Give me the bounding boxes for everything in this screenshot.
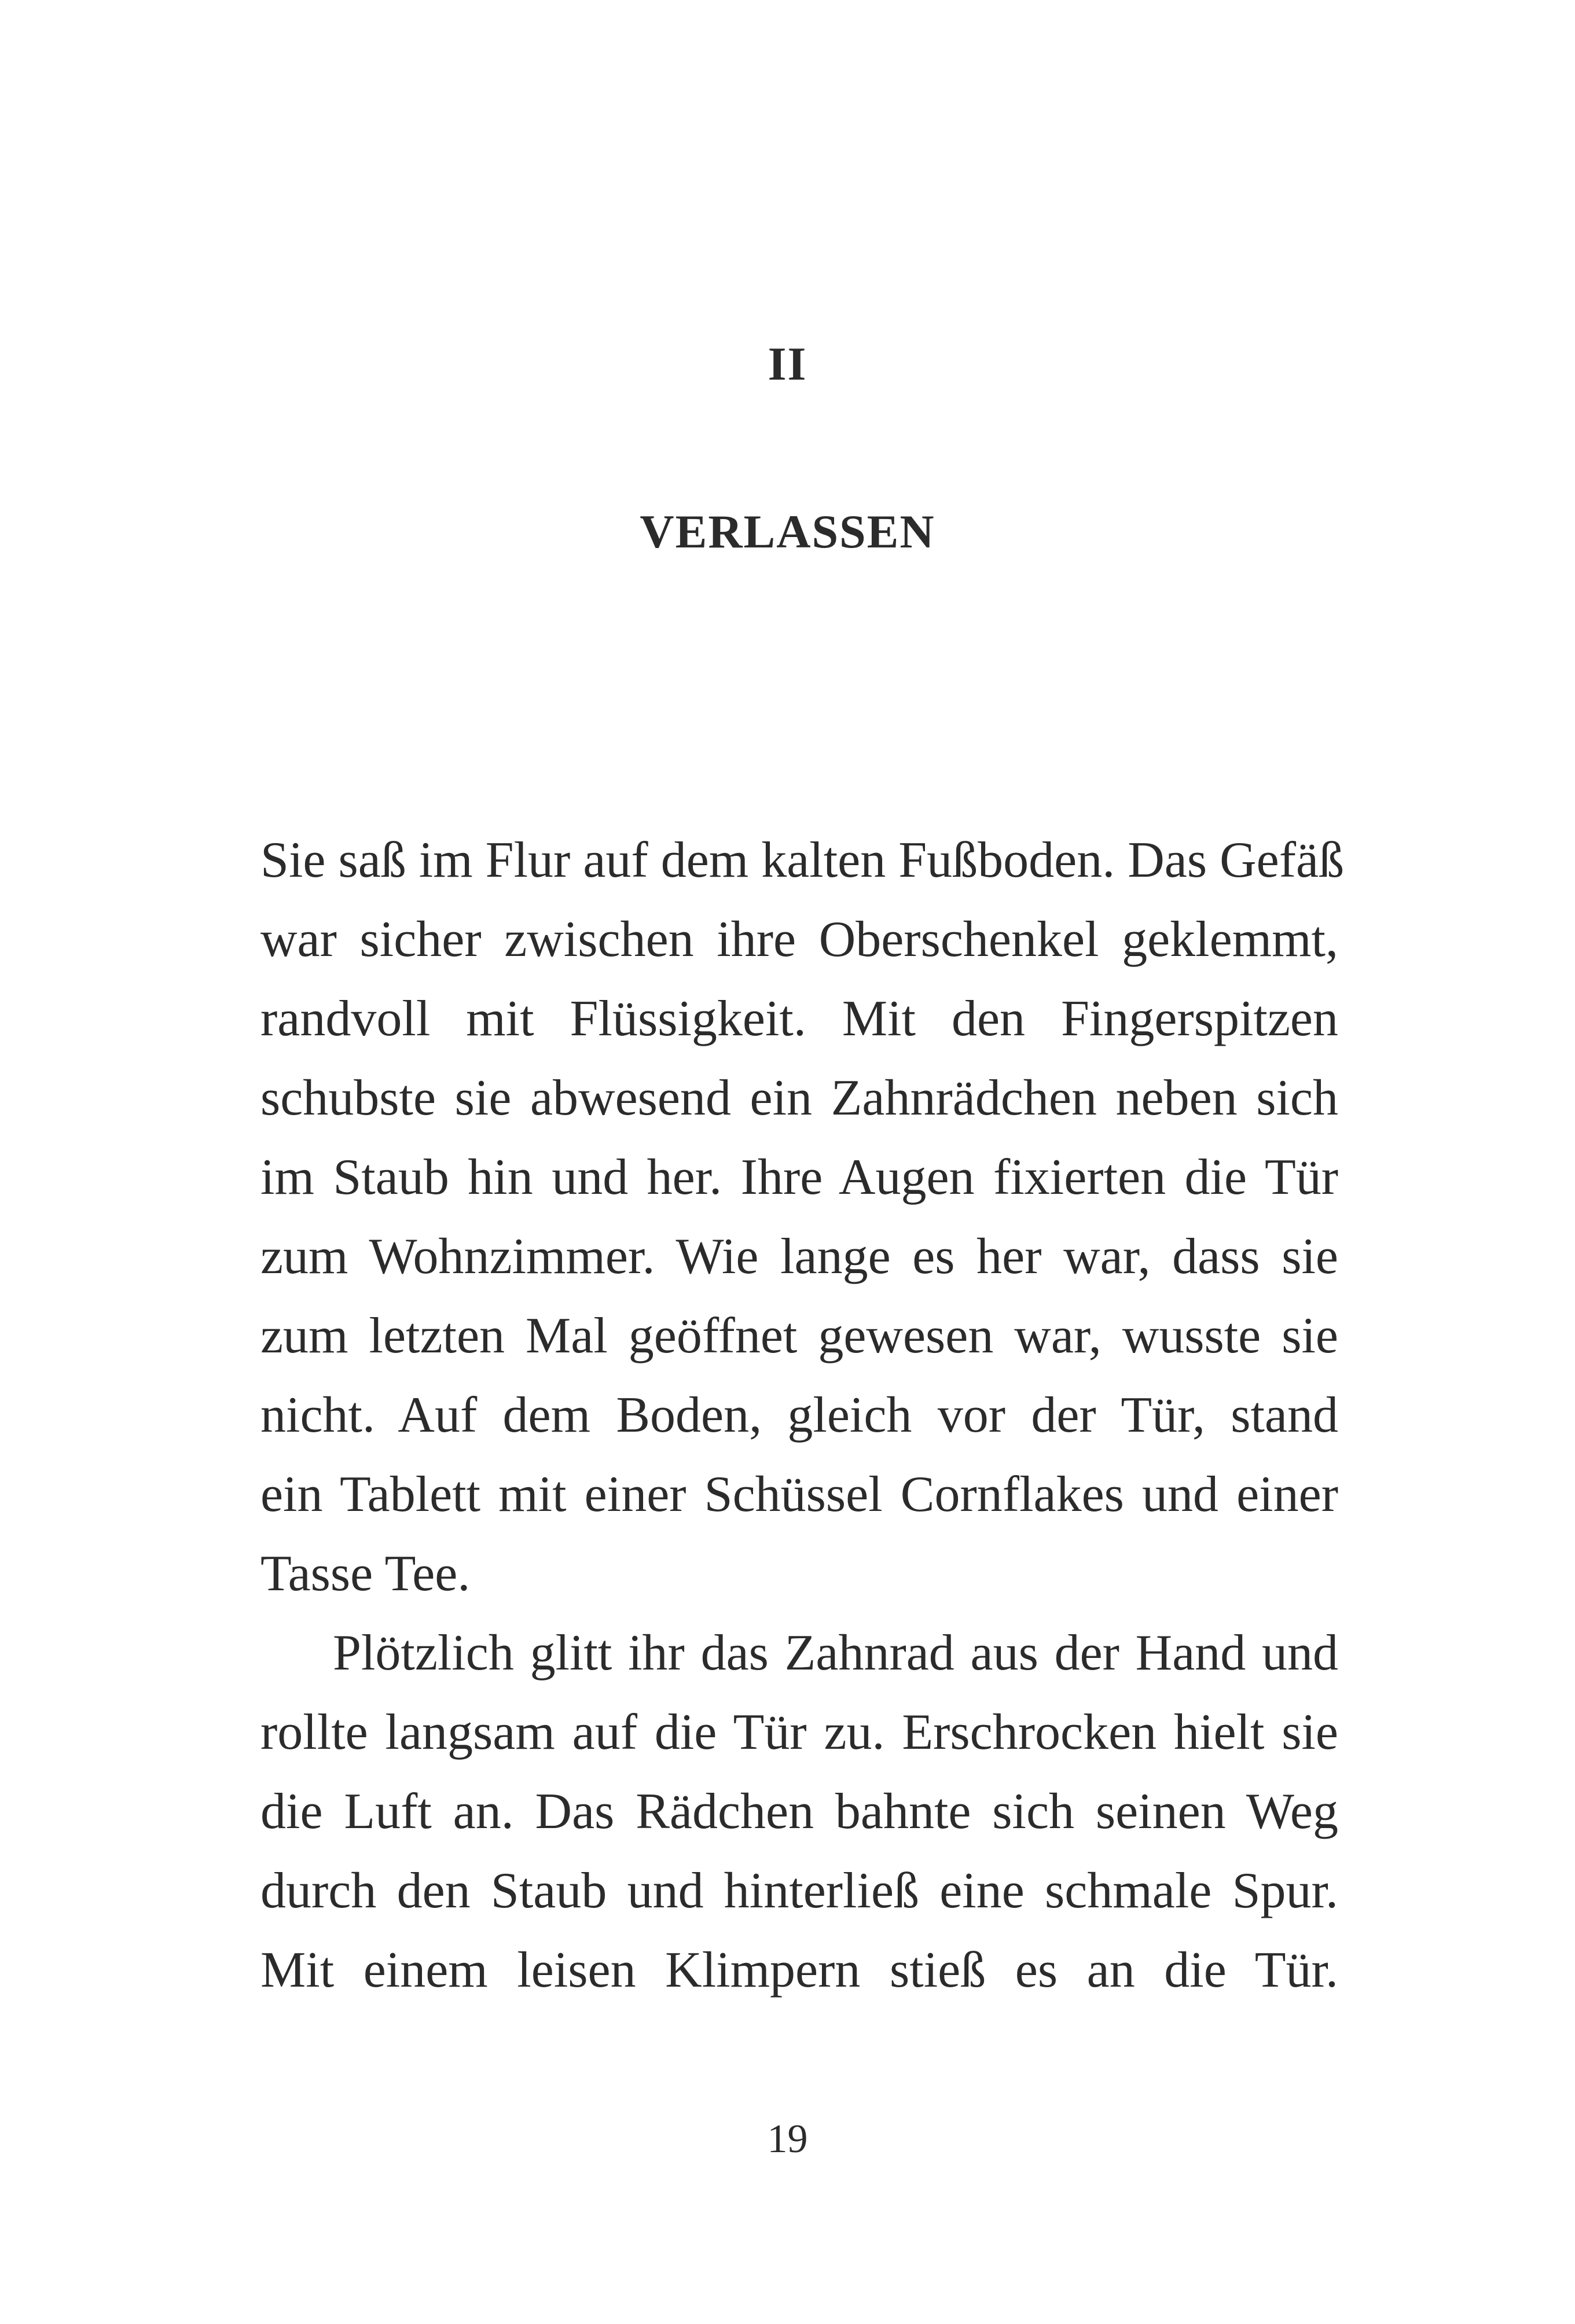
text-line: war sicher zwischen ihre Oberschenkel geklemmt, [260, 911, 1338, 968]
page-number: 19 [767, 2117, 808, 2161]
text-line: Mit einem leisen Klimpern stieß es an die Tür. [260, 1942, 1338, 1998]
text-line: Sie saß im Flur auf dem kalten Fußboden. Das Gefäß [260, 832, 1345, 888]
text-line: schubste sie abwesend ein Zahnrädchen neben sich [260, 1070, 1338, 1126]
text-line: im Staub hin und her. Ihre Augen fixierten die Tür [260, 1149, 1338, 1205]
chapter-title: VERLASSEN [640, 505, 935, 558]
paragraph-1 [260, 821, 1345, 1613]
text-line: nicht. Auf dem Boden, gleich vor der Tür, stand [260, 1387, 1338, 1443]
text-line: zum Wohnzimmer. Wie lange es her war, dass sie [260, 1229, 1338, 1285]
chapter-number: II [768, 337, 807, 390]
body-text [260, 821, 1345, 2010]
text-line: Tasse Tee. [260, 1546, 471, 1602]
text-line: Plötzlich glitt ihr das Zahnrad aus der Hand und [333, 1625, 1338, 1681]
text-line: randvoll mit Flüssigkeit. Mit den Fingerspitzen [260, 991, 1338, 1047]
text-line: zum letzten Mal geöffnet gewesen war, wusste sie [260, 1308, 1338, 1364]
text-line: rollte langsam auf die Tür zu. Erschrocken hielt sie [260, 1704, 1338, 1760]
text-line: die Luft an. Das Rädchen bahnte sich seinen Weg [260, 1784, 1338, 1840]
text-line: ein Tablett mit einer Schüssel Cornflakes und einer [260, 1466, 1338, 1523]
paragraph-2 [260, 1613, 1338, 2010]
text-line: durch den Staub und hinterließ eine schmale Spur. [260, 1863, 1338, 1919]
